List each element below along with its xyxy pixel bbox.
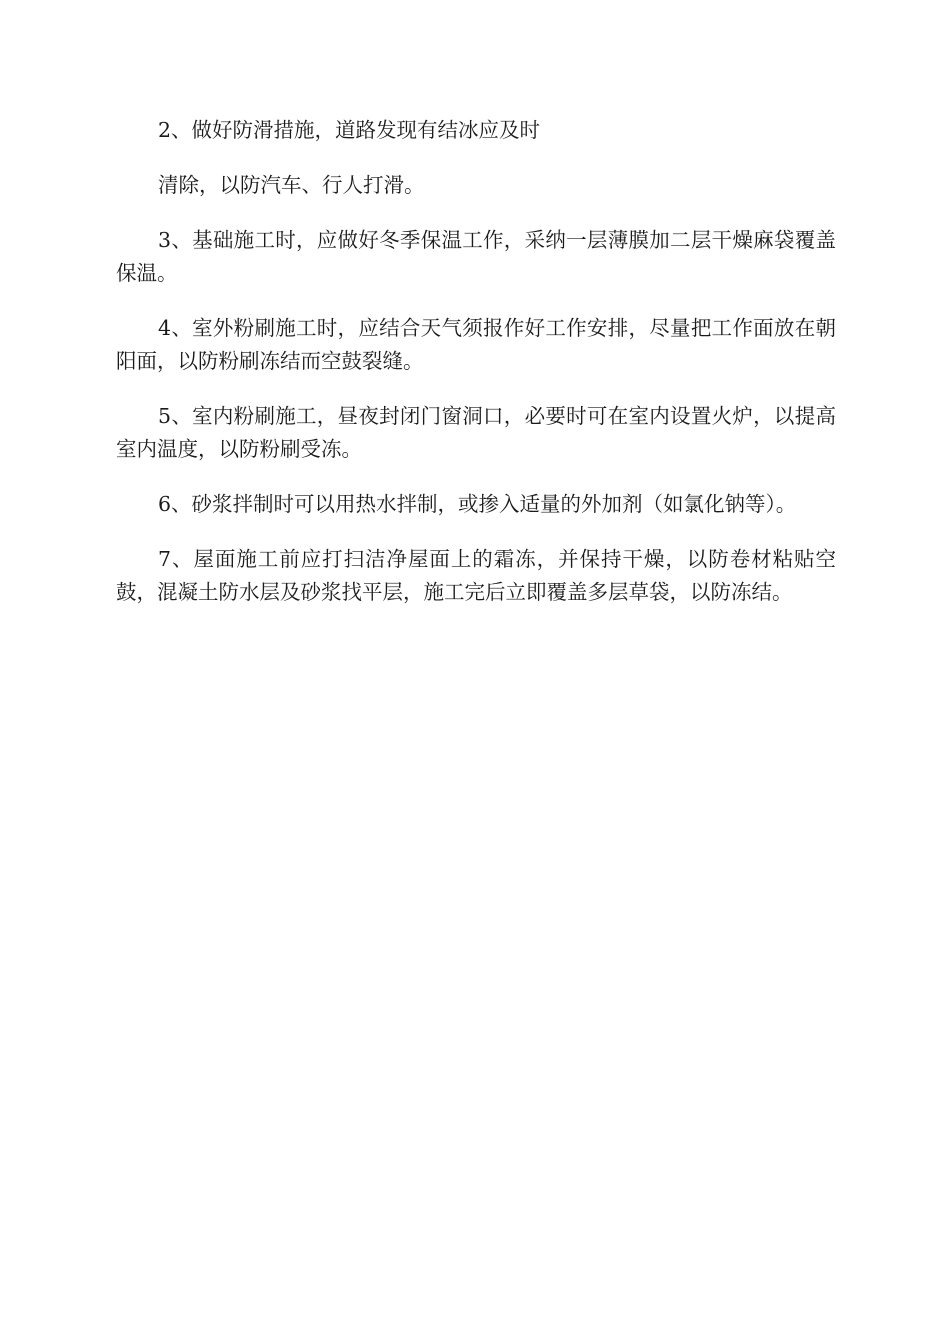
paragraph-item-7: 7、屋面施工前应打扫洁净屋面上的霜冻，并保持干燥，以防卷材粘贴空鼓，混凝土防水层及砂浆找平层，施工完后立即覆盖多层草袋，以防冻结。 bbox=[116, 547, 836, 604]
paragraph-item-6: 6、砂浆拌制时可以用热水拌制，或掺入适量的外加剂（如氯化钠等）。 bbox=[158, 492, 797, 516]
paragraph-item-2-line-2: 清除，以防汽车、行人打滑。 bbox=[158, 173, 425, 197]
paragraph-item-4: 4、室外粉刷施工时，应结合天气须报作好工作安排，尽量把工作面放在朝阳面，以防粉刷冻结而空鼓裂缝。 bbox=[116, 316, 836, 373]
paragraph-item-3: 3、基础施工时，应做好冬季保温工作，采纳一层薄膜加二层干燥麻袋覆盖保温。 bbox=[116, 228, 836, 285]
document-body bbox=[116, 114, 836, 631]
paragraph-item-2-line-1: 2、做好防滑措施，道路发现有结冰应及时 bbox=[158, 118, 541, 142]
paragraph-item-5: 5、室内粉刷施工，昼夜封闭门窗洞口，必要时可在室内设置火炉，以提高室内温度，以防粉刷受冻。 bbox=[116, 404, 836, 461]
